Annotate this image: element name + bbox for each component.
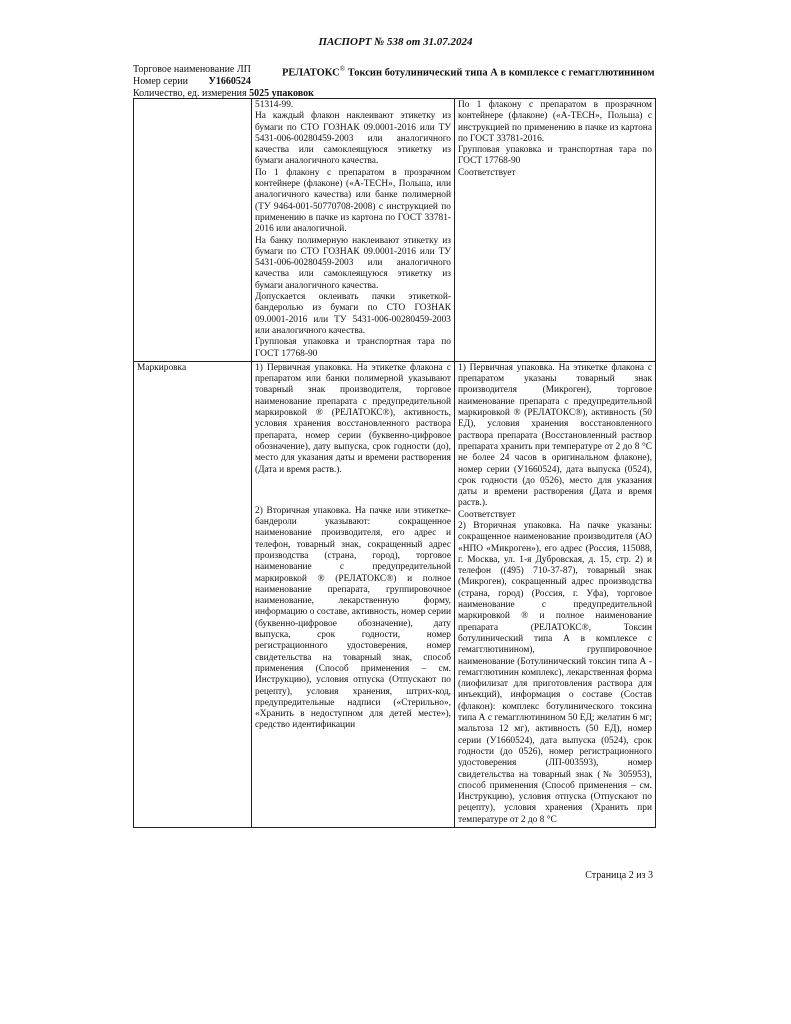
page-number: Страница 2 из 3	[585, 870, 653, 881]
results-cell	[455, 99, 656, 362]
series-value: У1660524	[208, 76, 251, 87]
requirements-cell	[252, 99, 455, 362]
table-row	[134, 99, 656, 362]
row-label-cell: Маркировка	[134, 361, 252, 827]
passport-table	[133, 98, 656, 828]
quantity-value: 5025 упаковок	[249, 88, 314, 99]
series-label: Номер серии	[133, 76, 188, 87]
req-secondary-packaging: 2) Вторичная упаковка. На пачке или этикетке-бандероли указывают: сокращенное наименование производителя, его адрес и телефон, товарный знак, сокращенный адрес производства (страна, город), торговое наименование с предупредительной маркировкой ® (РЕЛАТОКС®) и полное наименование препарата, группировочное наименование, лекарственную форму, информацию о составе, активность, номер серии (буквенно-цифровое обозначение), дату выпуска, срок годности, номер регистрационного удостоверения, номер свидетельства на товарный знак, способ применения (Способ применения – см. Инструкцию), условия отпуска (Отпускают по рецепту), условия хранения, штрих-код, предупредительные надписи («Стерильно», «Хранить в недоступном для детей месте»), средство идентификации	[255, 505, 451, 731]
quantity-label: Количество, ед. измерения	[133, 88, 247, 99]
req-paragraph: Групповая упаковка и транспортная тара по ГОСТ 17768-90	[255, 337, 451, 359]
requirements-cell	[252, 361, 455, 827]
res-paragraph: По 1 флакону с препаратом в прозрачном контейнере (флаконе) («А-ТЕСН», Польша) с инструкцией по применению в пачке из картона по ГОСТ 33781-2016.	[458, 100, 652, 144]
product-brand: РЕЛАТОКС	[282, 67, 340, 79]
req-primary-packaging: 1) Первичная упаковка. На этикетке флакона с препаратом или банки полимерной указывают товарный знак производителя, торговое наименование препарата с предупредительной маркировкой ® (РЕЛАТОКС®), активность, условия хранения восстановленного раствора препарата, номер серии (буквенно-цифровое обозначение), дату выпуска, срок годности (до), место для указания даты и времени растворения (Дата и время раств.).	[255, 362, 451, 475]
product-name	[282, 63, 655, 80]
passport-title: ПАСПОРТ № 538 от 31.07.2024	[318, 36, 473, 48]
res-primary-status: Соответствует	[458, 509, 516, 520]
req-paragraph: На банку полимерную наклеивают этикетку из бумаги по СТО ГОЗНАК 09.0001-2016 или ТУ 5431-006-00280459-2003 или аналогичного качества или самоклеящуюся этикетку из бумаги аналогичного качества.	[255, 235, 451, 291]
trade-name-label: Торговое наименование ЛП	[133, 64, 251, 75]
req-paragraph: Допускается оклеивать пачки этикеткой-бандеролью из бумаги по СТО ГОЗНАК 09.0001-2016 или ТУ 5431-006-00280459-2003 или аналогичного качества.	[255, 292, 451, 336]
table-row	[134, 361, 656, 827]
results-cell	[455, 361, 656, 827]
res-status: Соответствует	[458, 167, 516, 178]
req-paragraph: На каждый флакон наклеивают этикетку из бумаги по СТО ГОЗНАК 09.0001-2016 или ТУ 5431-006-00280459-2003 или аналогичного качества или самоклеящуюся этикетку из бумаги аналогичного качества.	[255, 111, 451, 167]
req-paragraph: 51314-99.	[255, 100, 294, 110]
series-row	[133, 76, 251, 88]
res-primary-packaging: 1) Первичная упаковка. На этикетке флакона с препаратом указаны товарный знак производителя (Микроген), торговое наименование препарата с предупредительной маркировкой ® (РЕЛАТОКС®), активность (50 ЕД), условия хранения восстановленного раствора препарата (Восстановленный раствор препарата хранить при температуре от 2 до 8 °С не более 24 часов в оригинальном флаконе), номер серии (У1660524), дата выпуска (0524), срок годности (до 0526), место для указания даты и времени растворения (Дата и время раств.).	[458, 362, 652, 509]
registered-mark: ®	[339, 65, 346, 73]
req-paragraph: По 1 флакону с препаратом в прозрачном контейнере (флаконе) («А-ТЕСН», Польша, или аналогичного качества) или банке полимерной (ТУ 9464-001-50770708-2008) с инструкцией по применению в пачке из картона по ГОСТ 33781-2016 или аналогичной.	[255, 167, 451, 235]
product-description: Токсин ботулинический типа А в комплексе с гемагглютинином	[347, 67, 655, 79]
row-label-cell	[134, 99, 252, 362]
res-paragraph: Групповая упаковка и транспортная тара по ГОСТ 17768-90	[458, 145, 652, 167]
res-secondary-packaging: 2) Вторичная упаковка. На пачке указаны: сокращенное наименование производителя (АО «НПО «Микроген»), его адрес (Россия, 115088, г. Москва, ул. 1-я Дубровская, д. 15, стр. 2) и телефон ((495) 710-37-87), товарный знак (Микроген), сокращенный адрес производства (страна, город) (Россия, г. Уфа), торговое наименование с предупредительной маркировкой ® и полное наименование препарата (РЕЛАТОКС®, Токсин ботулинический типа А в комплексе с гемагглютинином), группировочное наименование (Ботулинический токсин типа А - гемагглютинин комплекс), лекарственная форма (лиофилизат для приготовления раствора для инъекций), информация о составе (Состав (флакон): комплекс ботулинического токсина типа А с гемагглютинином 50 ЕД; желатин 6 мг; мальтоза 12 мг), активность (50 ЕД), номер серии (У1660524), дата выпуска (0524), срок годности (до 0526), номер регистрационного удостоверения (ЛП-003593), номер свидетельства на товарный знак (№ 305953), способ применения (Способ применения – см. Инструкцию), условия отпуска (Отпускают по рецепту), условия хранения (Хранить при температуре от 2 до 8 °С	[458, 520, 652, 825]
